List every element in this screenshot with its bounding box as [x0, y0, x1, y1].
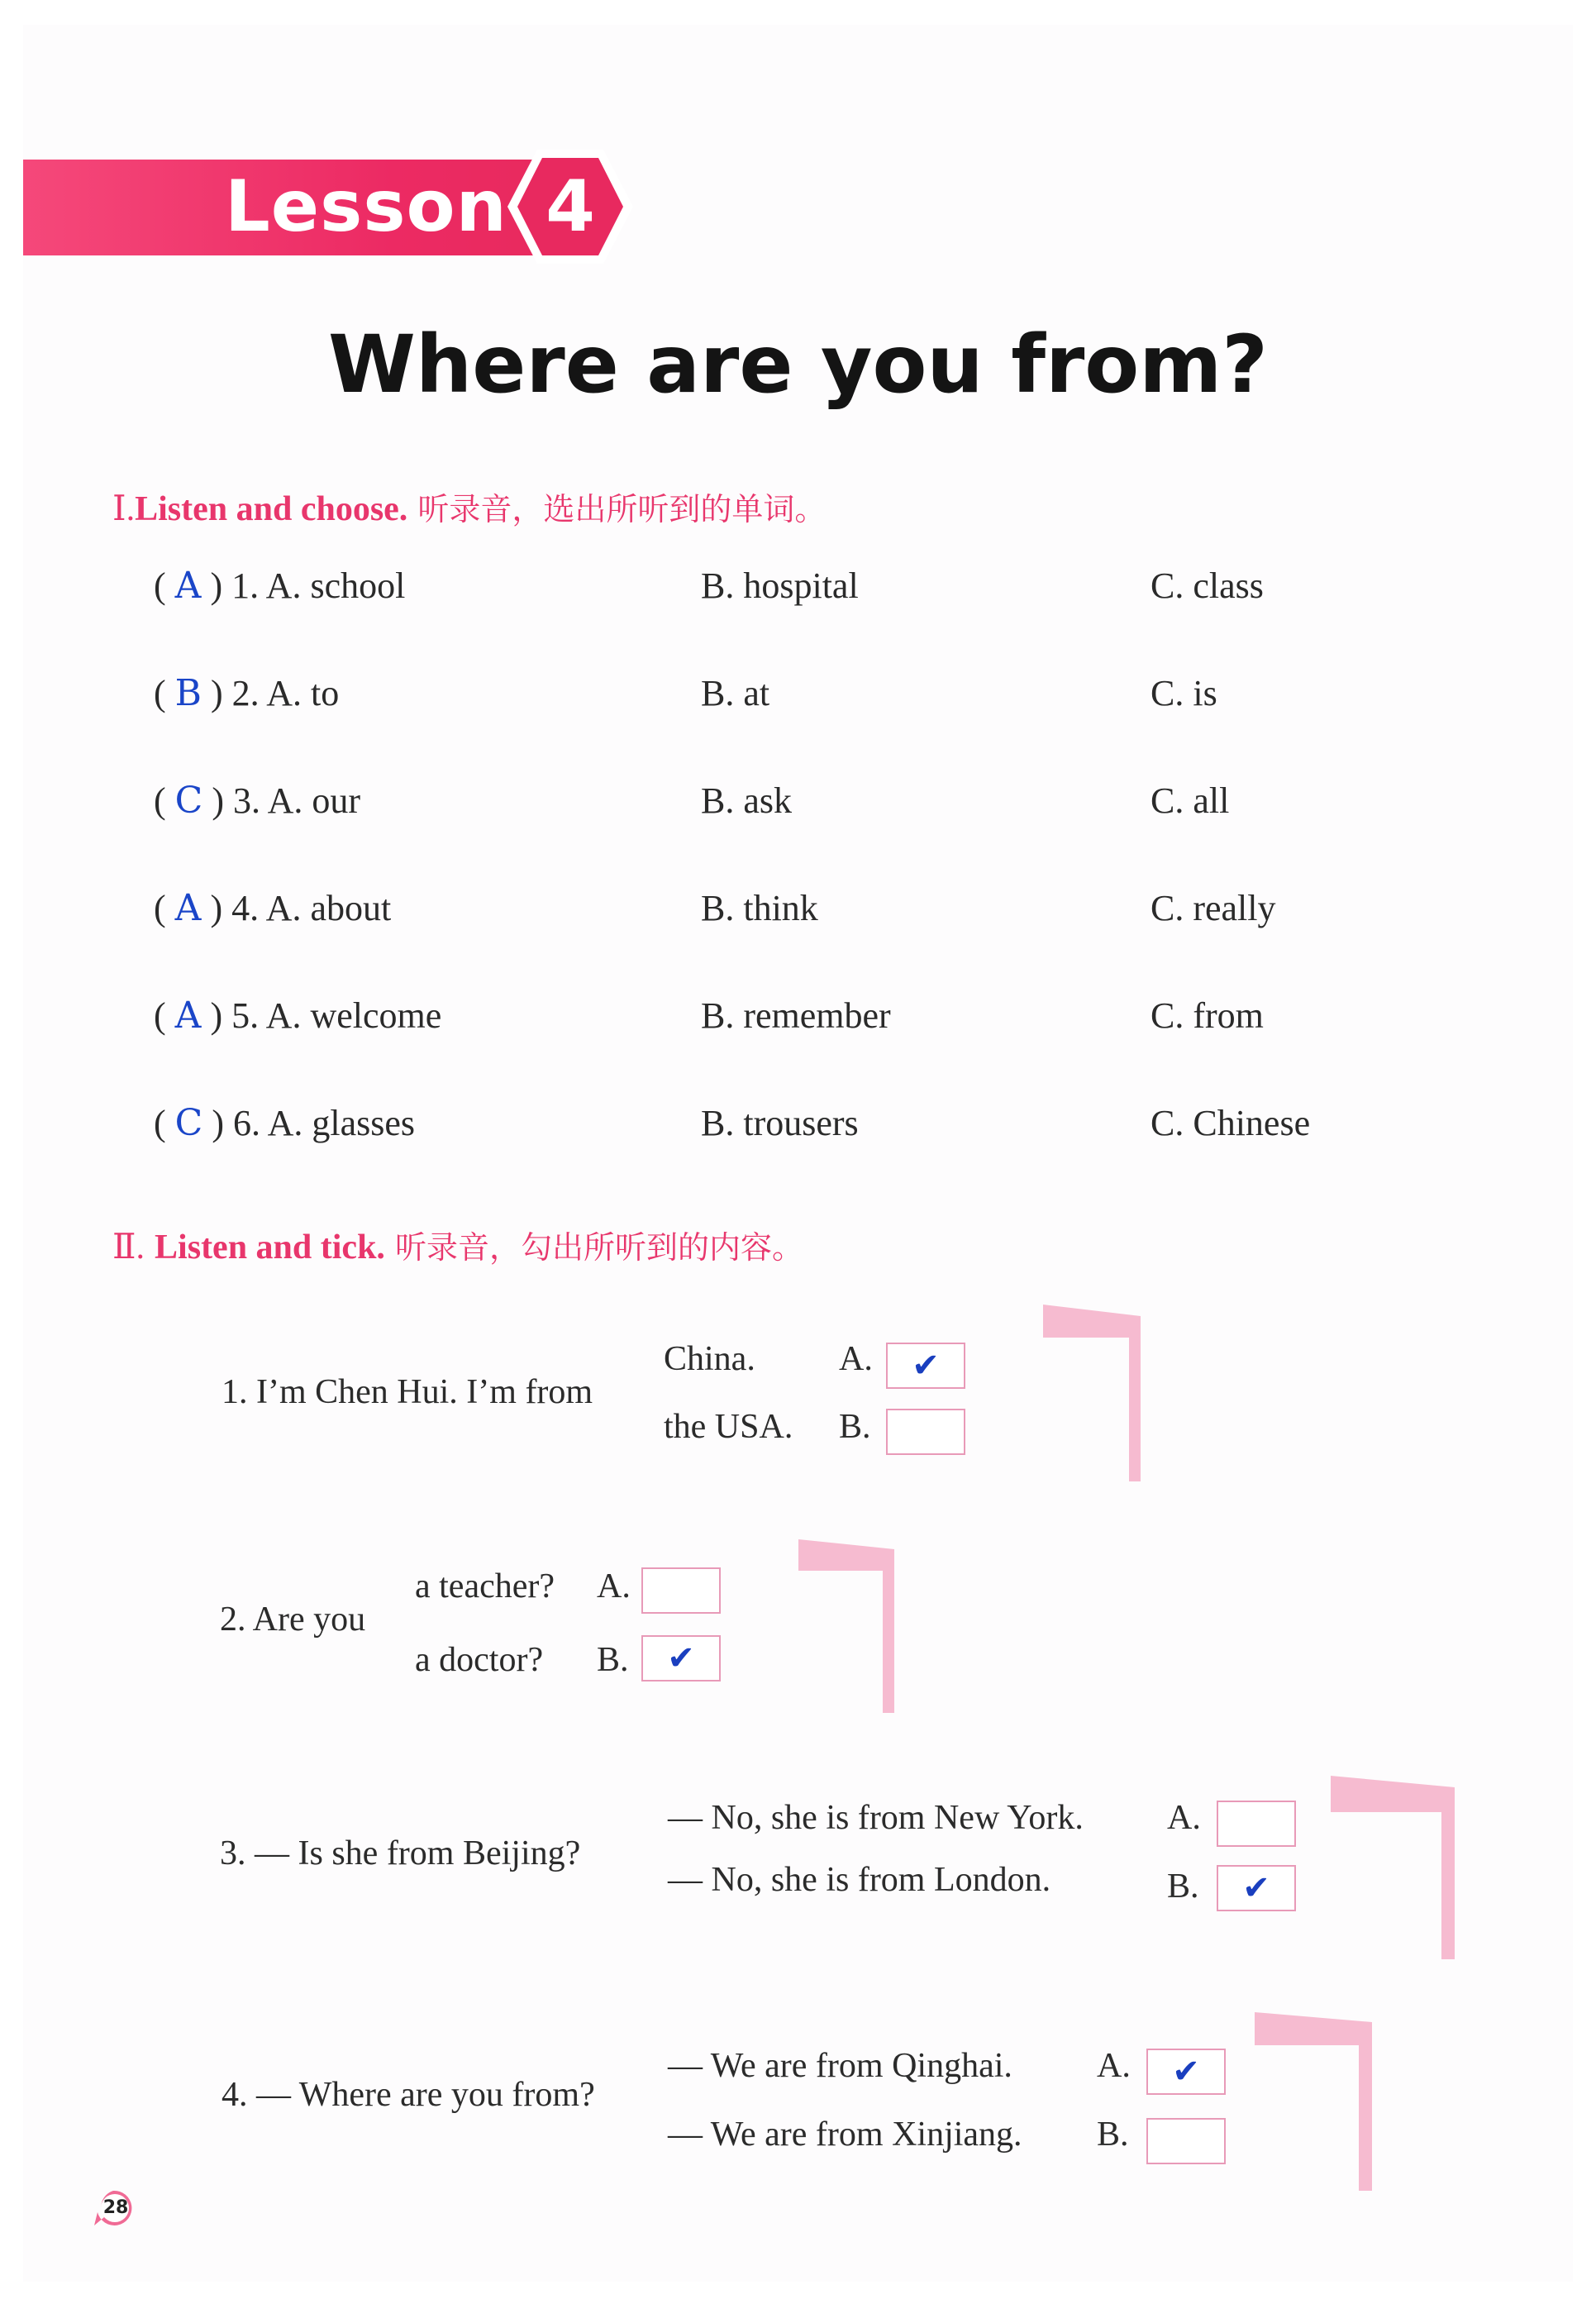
bracket-icon — [1331, 1776, 1456, 1963]
choice-question-4: ( A ) 4. A. about B. think C. really — [154, 887, 1276, 929]
check-icon: ✔ — [1242, 1869, 1270, 1907]
option-b: B. hospital — [701, 565, 859, 606]
check-icon: ✔ — [667, 1639, 695, 1677]
tick-item-1-label-a: A. — [839, 1340, 873, 1378]
section-1-heading-en: Listen and choose. — [135, 490, 408, 528]
option-a: A. glasses — [267, 1103, 415, 1143]
option-b: B. remember — [701, 995, 891, 1036]
option-c: C. class — [1151, 565, 1264, 606]
tick-item-2-option-b: a doctor? — [415, 1641, 544, 1679]
option-a: A. our — [267, 780, 360, 821]
option-c: C. is — [1151, 673, 1217, 713]
option-a: A. school — [265, 565, 406, 606]
section-2-heading-en: Listen and tick. — [155, 1228, 385, 1266]
tick-item-1-label-b: B. — [839, 1408, 871, 1446]
tick-item-3-option-b: — No, she is from London. — [668, 1861, 1051, 1899]
option-c: C. really — [1151, 888, 1276, 928]
section-1-numeral: Ⅰ. — [112, 490, 136, 528]
tick-item-3-box-a[interactable] — [1217, 1801, 1296, 1847]
tick-item-3-label-a: A. — [1167, 1799, 1201, 1837]
tick-item-2-box-b[interactable] — [641, 1635, 721, 1681]
choice-question-6: ( C ) 6. A. glasses B. trousers C. Chinese — [154, 1102, 1311, 1144]
bracket-icon — [1043, 1305, 1142, 1486]
tick-item-4-label-a: A. — [1097, 2047, 1131, 2085]
tick-item-4-option-b: — We are from Xinjiang. — [668, 2116, 1022, 2154]
tick-item-4-box-a[interactable] — [1146, 2049, 1226, 2095]
answer-6: C — [174, 1102, 203, 1144]
tick-item-3-option-a: — No, she is from New York. — [668, 1799, 1084, 1837]
tick-item-3-prompt: 3. — Is she from Beijing? — [220, 1834, 581, 1872]
check-icon: ✔ — [1172, 2053, 1200, 2091]
choice-question-3: ( C ) 3. A. our B. ask C. all — [154, 780, 1230, 822]
answer-4: A — [174, 887, 202, 929]
tick-item-3-box-b[interactable] — [1217, 1865, 1296, 1911]
section-1-heading — [112, 484, 826, 529]
lesson-label: Lesson — [225, 165, 507, 248]
check-icon: ✔ — [912, 1347, 940, 1385]
section-2-numeral: Ⅱ. — [112, 1228, 145, 1266]
option-a: A. welcome — [265, 995, 442, 1036]
option-b: B. at — [701, 673, 770, 713]
tick-item-2-label-b: B. — [597, 1641, 629, 1679]
option-c: C. Chinese — [1151, 1103, 1311, 1143]
option-b: B. ask — [701, 780, 792, 821]
section-2-heading-zh: 听录音，勾出所听到的内容。 — [394, 1229, 803, 1266]
tick-item-1-box-b[interactable] — [886, 1409, 965, 1455]
bracket-icon — [1255, 2012, 1374, 2194]
tick-item-3-label-b: B. — [1167, 1868, 1199, 1906]
choice-question-5: ( A ) 5. A. welcome B. remember C. from — [154, 995, 1264, 1037]
tick-item-1-box-a[interactable] — [886, 1343, 965, 1389]
option-b: B. think — [701, 888, 818, 928]
tick-item-4-prompt: 4. — Where are you from? — [222, 2076, 595, 2114]
answer-3: C — [174, 780, 203, 822]
answer-2: B — [174, 672, 202, 714]
section-2-heading — [112, 1222, 803, 1267]
option-c: C. all — [1151, 780, 1230, 821]
tick-item-4-box-b[interactable] — [1146, 2118, 1226, 2164]
tick-item-2-label-a: A. — [597, 1567, 631, 1605]
choice-question-1: ( A ) 1. A. school B. hospital C. class — [154, 565, 1264, 607]
page-title: Where are you from? — [328, 318, 1268, 411]
answer-5: A — [174, 995, 202, 1037]
page-number: 28 — [102, 2197, 129, 2218]
choice-question-2: ( B ) 2. A. to B. at C. is — [154, 672, 1217, 714]
tick-item-4-label-b: B. — [1097, 2116, 1129, 2154]
tick-item-2-box-a[interactable] — [641, 1567, 721, 1614]
answer-1: A — [174, 565, 202, 607]
lesson-number: 4 — [545, 165, 595, 248]
tick-item-2-option-a: a teacher? — [415, 1567, 555, 1605]
option-b: B. trousers — [701, 1103, 859, 1143]
option-c: C. from — [1151, 995, 1264, 1036]
tick-item-2-prompt: 2. Are you — [220, 1600, 366, 1639]
section-1-heading-zh: 听录音，选出所听到的单词。 — [417, 491, 827, 527]
bracket-icon — [798, 1539, 898, 1716]
tick-item-1-option-a: China. — [664, 1340, 755, 1378]
tick-item-4-option-a: — We are from Qinghai. — [668, 2047, 1012, 2085]
option-a: A. about — [265, 888, 392, 928]
option-a: A. to — [266, 673, 340, 713]
tick-item-1-option-b: the USA. — [664, 1408, 793, 1446]
tick-item-1-prompt: 1. I’m Chen Hui. I’m from — [222, 1373, 593, 1411]
